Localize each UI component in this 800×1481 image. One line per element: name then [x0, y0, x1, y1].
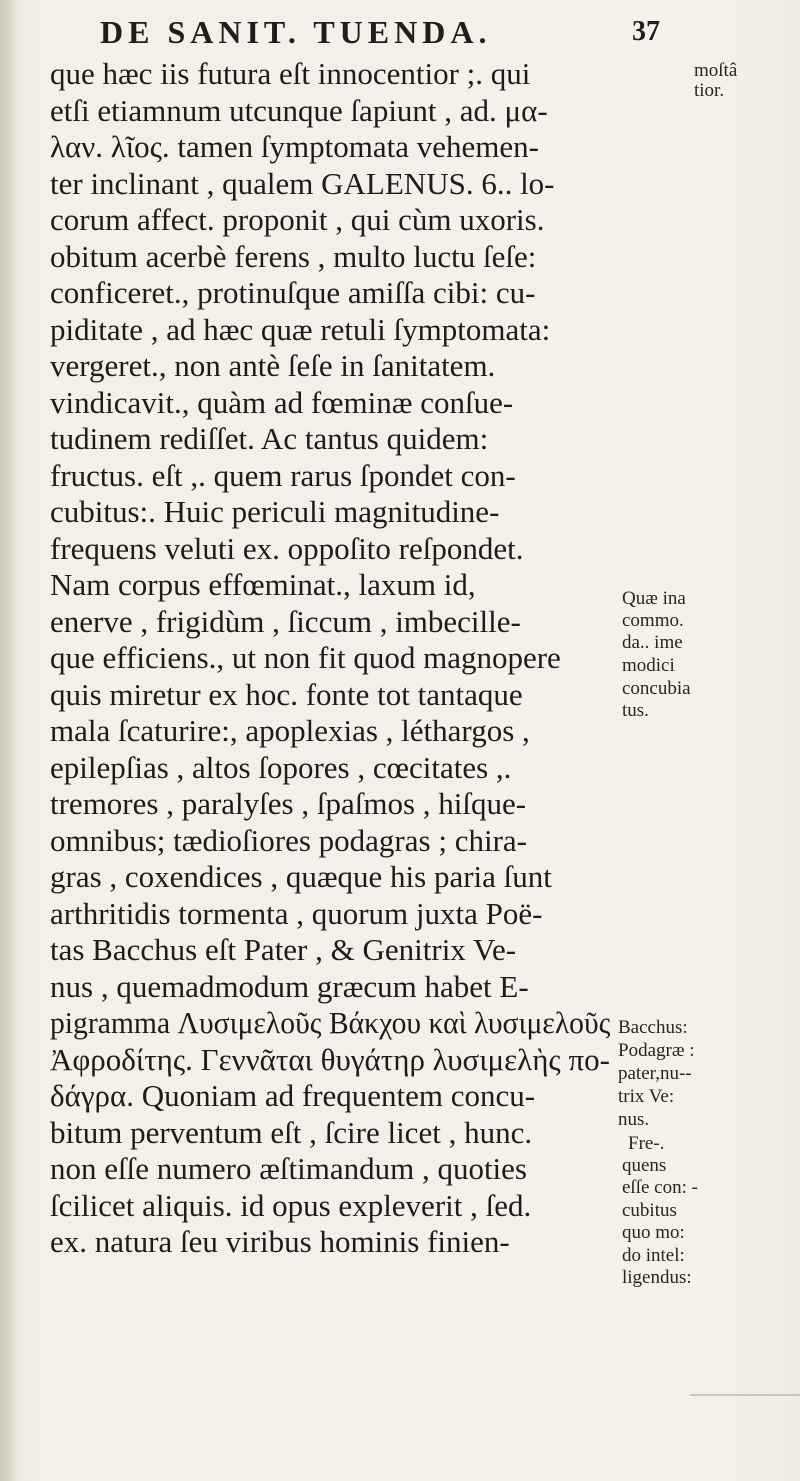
- text-line: enerve , frigidùm , ſiccum , imbecille-: [50, 603, 521, 639]
- margin-note: pater,nu--: [618, 1063, 692, 1084]
- text-line: arthritidis tormenta , quorum juxta Poë-: [50, 895, 543, 931]
- text-line: Nam corpus effœminat., laxum id,: [50, 567, 476, 602]
- text-line: non eſſe numero æſtimandum , quoties: [50, 1151, 527, 1186]
- margin-note: Fre-.: [628, 1133, 665, 1154]
- margin-note: Podagræ :: [618, 1040, 695, 1061]
- text-line: bitum perventum eſt , ſcire licet , hunc.: [50, 1114, 533, 1150]
- text-line: Ἀφροδίτης. Γεννᾶται θυγάτηρ λυσιμελὴς πο-: [50, 1041, 610, 1077]
- page-number: 37: [632, 16, 660, 47]
- margin-note: Quæ ina: [622, 588, 686, 609]
- running-head: DE SANIT. TUENDA.: [100, 14, 492, 50]
- text-line: fructus. eſt ,. quem rarus ſpondet con-: [50, 457, 516, 493]
- text-line: gras , coxendices , quæque his paria ſunt: [50, 859, 552, 894]
- text-line: corum affect. proponit , qui cùm uxoris.: [50, 202, 545, 237]
- page-edge-shadow: [0, 0, 18, 1481]
- margin-note: quo mo:: [622, 1222, 685, 1243]
- margin-note: da.. ime: [622, 632, 683, 653]
- margin-note: tus.: [622, 700, 649, 721]
- text-line: ex. natura ſeu viribus hominis finien-: [50, 1224, 510, 1259]
- text-line: pigramma Λυσιμελοῦς Βάκχου καὶ λυσιμελοῦς: [50, 1005, 611, 1040]
- text-line: vergeret., non antè ſeſe in ſanitatem.: [50, 348, 496, 383]
- text-line: obitum acerbè ferens , multo luctu ſeſe:: [50, 238, 537, 274]
- text-line: ſcilicet aliquis. id opus expleverit , ſed.: [50, 1187, 532, 1223]
- text-line: epilepſias , altos ſopores , cœcitates ,.: [50, 749, 512, 785]
- text-line: tremores , paralyſes , ſpaſmos , hiſque-: [50, 786, 527, 821]
- margin-note: cubitus: [622, 1200, 677, 1221]
- scan-artifact-line: [690, 1394, 800, 1396]
- margin-note: commo.: [622, 610, 684, 631]
- margin-note: ligendus:: [622, 1267, 692, 1288]
- text-line: frequens veluti ex. oppoſito reſpondet.: [50, 530, 524, 566]
- margin-note: Bacchus:: [618, 1017, 688, 1038]
- text-line: conficeret., protinuſque amiſſa cibi: cu-: [50, 275, 536, 310]
- text-line: nus , quemadmodum græcum habet E-: [50, 968, 529, 1004]
- text-line: vindicavit., quàm ad fœminæ conſue-: [50, 384, 514, 420]
- main-text-column: [50, 56, 610, 1261]
- text-line: tudinem rediſſet. Ac tantus quidem:: [50, 421, 489, 456]
- text-line: λαν. λῖος. tamen ſymptomata vehemen-: [50, 129, 539, 164]
- text-line: tas Bacchus eſt Pater , & Genitrix Ve-: [50, 932, 517, 967]
- margin-note: nus.: [618, 1109, 650, 1130]
- margin-note: trix Ve:: [618, 1086, 675, 1107]
- text-line: piditate , ad hæc quæ retuli ſymptomata:: [50, 311, 551, 347]
- margin-note: do intel:: [622, 1245, 685, 1266]
- page-header: [100, 14, 660, 58]
- margin-note: modici: [622, 655, 675, 676]
- text-line: que efficiens., ut non fit quod magnopere: [50, 640, 561, 675]
- margin-note: quens: [622, 1155, 667, 1176]
- text-line: etſi etiamnum utcunque ſapiunt , ad. μα-: [50, 92, 548, 128]
- text-line: que hæc iis futura eſt innocentior ;. qui: [50, 56, 531, 91]
- text-line: ter inclinant , qualem GALENUS. 6.. lo-: [50, 165, 555, 201]
- text-line: cubitus:. Huic periculi magnitudine-: [50, 494, 500, 529]
- text-line: quis miretur ex hoc. fonte tot tantaque: [50, 676, 523, 712]
- margin-note: eſſe con: -: [622, 1177, 698, 1198]
- text-line: mala ſcaturire:, apoplexias , léthargos ,: [50, 713, 530, 748]
- margin-note: concubia: [622, 678, 691, 699]
- text-line: δάγρα. Quoniam ad frequentem concu-: [50, 1078, 536, 1113]
- margin-note: moſtâ: [694, 60, 738, 81]
- margin-note: tior.: [694, 80, 725, 101]
- text-line: omnibus; tædioſiores podagras ; chira-: [50, 822, 527, 858]
